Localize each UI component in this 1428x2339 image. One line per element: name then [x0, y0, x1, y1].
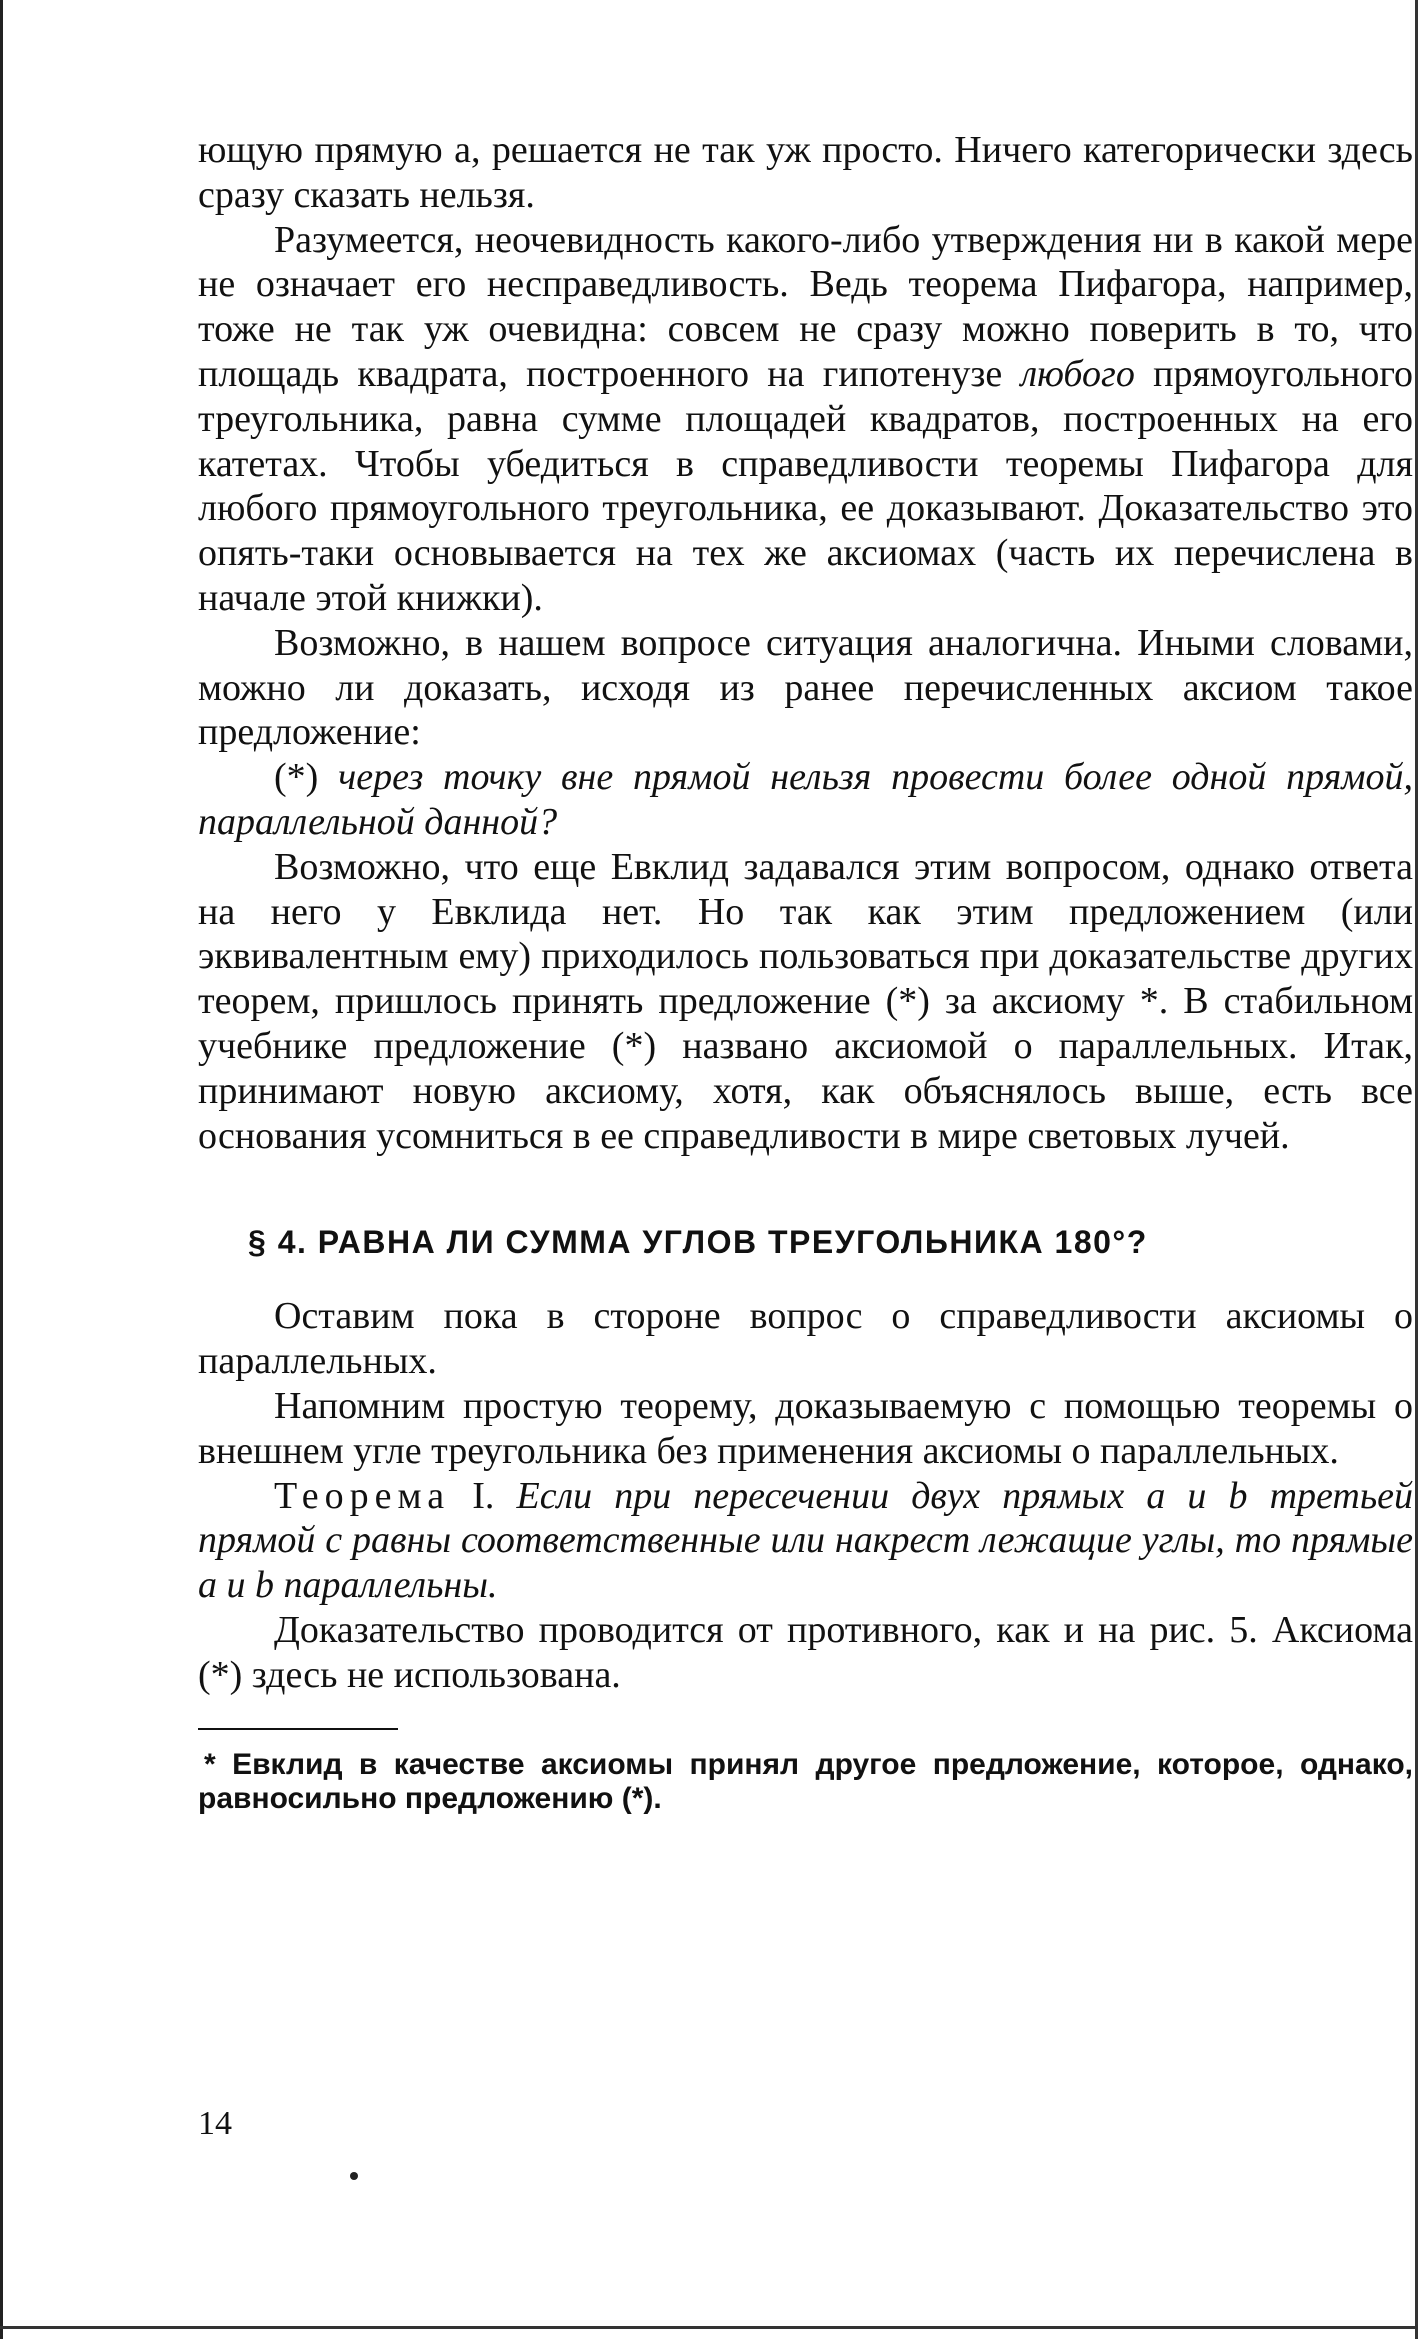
paragraph-3: Возможно, в нашем вопросе ситуация аналогична. Иными словами, можно ли доказать, исходя из ранее перечисленных аксиом такое предложение:: [198, 621, 1413, 754]
paragraph-2-start: Разумеется, неочевидность какого-либо утверждения ни в какой мере не означает его несправедливость. Ведь теорема Пифагора, например, тоже не так уж очевидна: совсем не сразу можно поверить в то, что площадь квадрата, построенного на гипотенузе: [198, 218, 1413, 395]
paragraph-1: ющую прямую a, решается не так уж просто. Ничего категорически здесь сразу сказать нельзя.: [198, 129, 1413, 216]
theorem-1: [198, 1474, 1413, 1608]
print-speck: [350, 2172, 358, 2180]
theorem-label: Теорема: [274, 1474, 451, 1517]
paragraph-2-emphasis: любого: [1020, 352, 1135, 395]
footnote-rule: [198, 1728, 398, 1730]
page-number: 14: [198, 2105, 232, 2142]
footnote-text: Евклид в качестве аксиомы принял другое предложение, которое, однако, равносильно предложению (*).: [198, 1747, 1413, 1815]
paragraph-7: Напомним простую теорему, доказываемую с помощью теоремы о внешнем угле треугольника без применения аксиомы о параллельных.: [198, 1384, 1413, 1472]
page-edge-right: [1415, 0, 1418, 2339]
page-edge-bottom: [0, 2326, 1418, 2329]
paragraph-9: Доказательство проводится от противного, как и на рис. 5. Аксиома (*) здесь не использована.: [198, 1608, 1413, 1696]
section-heading: § 4. РАВНА ЛИ СУММА УГЛОВ ТРЕУГОЛЬНИКА 180°?: [248, 1224, 1148, 1261]
theorem-text: Если при пересечении двух прямых a и b третьей прямой с равны соответственные или накрест лежащие углы, то прямые a и b параллельны.: [198, 1474, 1413, 1607]
page-edge-left: [0, 0, 3, 2339]
axiom-statement: [198, 755, 1413, 845]
axiom-text: через точку вне прямой нельзя провести более одной прямой, параллельной данной?: [198, 756, 1414, 843]
footnote-marker: *: [204, 1747, 216, 1781]
paragraph-5: Возможно, что еще Евклид задавался этим вопросом, однако ответа на него у Евклида нет. Но так как этим предложением (или эквивалентным ему) приходилось пользоваться при доказательстве других теорем, пришлось принять предложение (*) за аксиому *. В стабильном учебнике предложение (*) названо аксиомой о параллельных. Итак, принимают новую аксиому, хотя, как объяснялось выше, есть все основания усомниться в ее справедливости в мире световых лучей.: [198, 845, 1413, 1157]
paragraph-6: Оставим пока в стороне вопрос о справедливости аксиомы о параллельных.: [198, 1295, 1413, 1383]
paragraph-2: [198, 218, 1413, 621]
theorem-number: I.: [450, 1474, 517, 1517]
footnote: [198, 1748, 1413, 1816]
paragraph-2-end: прямоугольного треугольника, равна сумме площадей квадратов, построенных на его катетах. Чтобы убедиться в справедливости теоремы Пифагора для любого прямоугольного треугольника, ее доказывают. Доказательство это опять-таки основывается на тех же аксиомах (часть их перечислена в начале этой книжки).: [198, 352, 1413, 619]
page-body: [198, 128, 1413, 1816]
axiom-marker: (*): [274, 756, 339, 799]
